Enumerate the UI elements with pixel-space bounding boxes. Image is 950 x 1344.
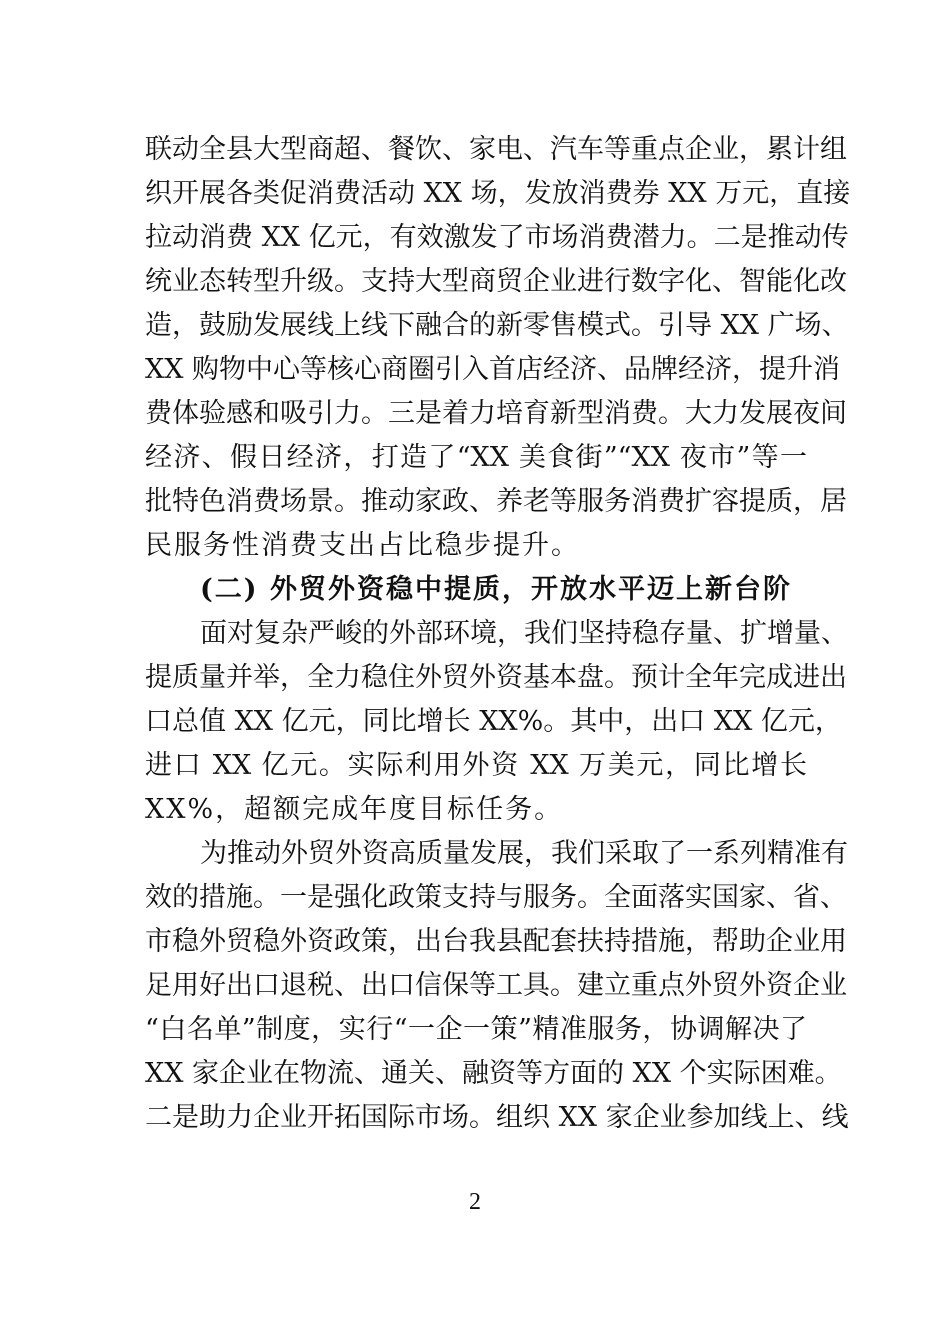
- body-line-13: 提质量并举，全力稳住外贸外资基本盘。预计全年完成进出: [145, 662, 847, 693]
- body-line-10: 民服务性消费支出占比稳步提升。: [145, 530, 580, 561]
- body-line-21: “白名单”制度，实行“一企一策”精准服务，协调解决了: [145, 1014, 807, 1045]
- body-line-14: 口总值 XX 亿元，同比增长 XX%。其中，出口 XX 亿元，: [145, 706, 842, 737]
- body-line-8: 经济、假日经济，打造了“XX 美食街”“XX 夜市”等一: [145, 442, 807, 473]
- section-heading: (二) 外贸外资稳中提质，开放水平迈上新台阶: [200, 574, 792, 605]
- body-line-12: 面对复杂严峻的外部环境，我们坚持稳存量、扩增量、: [200, 618, 848, 649]
- body-line-19: 市稳外贸稳外资政策，出台我县配套扶持措施，帮助企业用: [145, 926, 847, 957]
- body-line-22: XX 家企业在物流、通关、融资等方面的 XX 个实际困难。: [145, 1058, 842, 1089]
- body-line-3: 拉动消费 XX 亿元，有效激发了市场消费潜力。二是推动传: [145, 222, 849, 253]
- body-line-18: 效的措施。一是强化政策支持与服务。全面落实国家、省、: [145, 882, 847, 913]
- body-line-1: 联动全县大型商超、餐饮、家电、汽车等重点企业，累计组: [145, 134, 847, 165]
- body-line-16: XX%，超额完成年度目标任务。: [145, 794, 564, 825]
- body-line-2: 织开展各类促消费活动 XX 场，发放消费券 XX 万元，直接: [145, 178, 851, 209]
- body-line-4: 统业态转型升级。支持大型商贸企业进行数字化、智能化改: [145, 266, 847, 297]
- body-line-23: 二是助力企业开拓国际市场。组织 XX 家企业参加线上、线: [145, 1102, 849, 1133]
- body-line-7: 费体验感和吸引力。三是着力培育新型消费。大力发展夜间: [145, 398, 847, 429]
- body-line-17: 为推动外贸外资高质量发展，我们采取了一系列精准有: [200, 838, 848, 869]
- body-line-20: 足用好出口退税、出口信保等工具。建立重点外贸外资企业: [145, 970, 847, 1001]
- body-line-5: 造，鼓励发展线上线下融合的新零售模式。引导 XX 广场、: [145, 310, 849, 341]
- body-line-6: XX 购物中心等核心商圈引入首店经济、品牌经济，提升消: [145, 354, 841, 385]
- body-line-9: 批特色消费场景。推动家政、养老等服务消费扩容提质，居: [145, 486, 847, 517]
- body-line-15: 进口 XX 亿元。实际利用外资 XX 万美元，同比增长: [145, 750, 807, 781]
- page-number: 2: [469, 1189, 481, 1215]
